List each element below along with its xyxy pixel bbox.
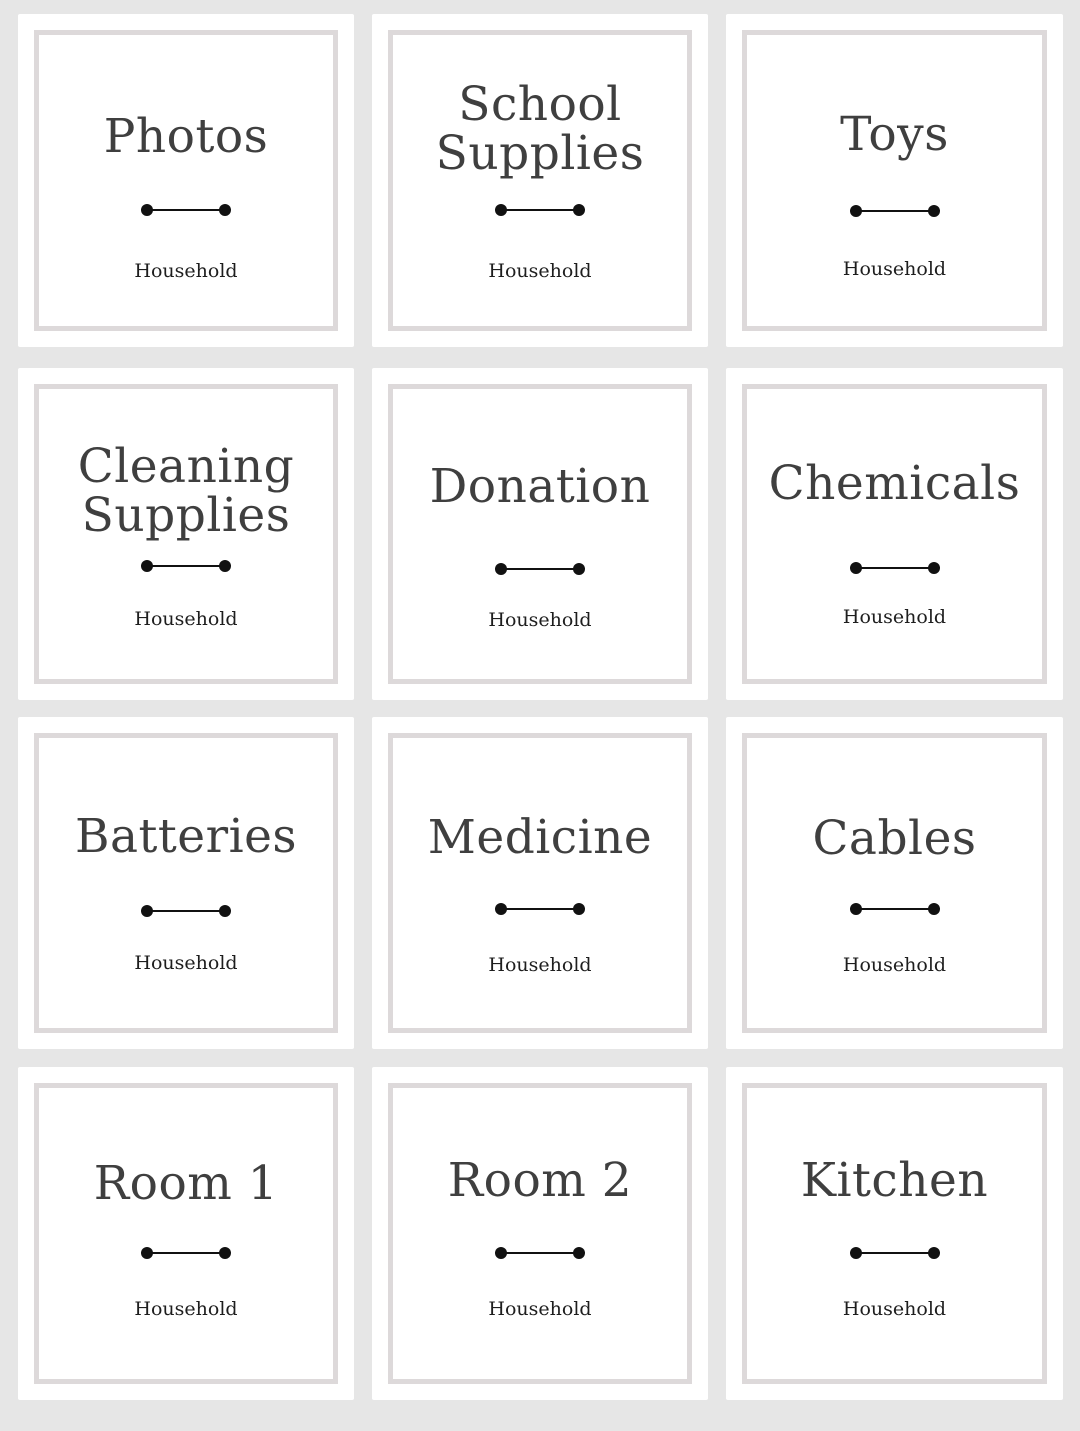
divider-dots-icon	[495, 203, 585, 217]
label-frame	[388, 1083, 692, 1384]
divider-dots-icon	[850, 561, 940, 575]
label-frame	[742, 30, 1047, 331]
label-card-cables	[726, 717, 1063, 1049]
label-card-donation	[372, 368, 708, 700]
label-subtitle: Household	[134, 952, 238, 974]
label-card-room-1	[18, 1067, 354, 1400]
divider-dots-icon	[141, 559, 231, 573]
label-title: Room 2	[447, 1153, 633, 1208]
label-card-school-supplies	[372, 14, 708, 347]
label-title: Donation	[429, 459, 651, 514]
label-card-cleaning-supplies	[18, 368, 354, 700]
label-subtitle: Household	[488, 609, 592, 631]
label-subtitle: Household	[488, 260, 592, 282]
label-card-kitchen	[726, 1067, 1063, 1400]
label-card-photos	[18, 14, 354, 347]
label-title: School Supplies	[435, 77, 645, 181]
divider-dots-icon	[495, 902, 585, 916]
label-title: Cables	[812, 811, 977, 866]
label-title: Batteries	[74, 809, 298, 864]
divider-dots-icon	[850, 204, 940, 218]
divider-dots-icon	[495, 562, 585, 576]
label-subtitle: Household	[842, 954, 947, 976]
label-title: Medicine	[427, 810, 653, 865]
label-frame	[742, 733, 1047, 1033]
label-card-room-2	[372, 1067, 708, 1400]
label-frame	[388, 384, 692, 684]
label-title: Room 1	[93, 1156, 279, 1211]
divider-dots-icon	[141, 1246, 231, 1260]
label-subtitle: Household	[842, 1298, 947, 1320]
label-frame	[742, 1083, 1047, 1384]
label-title: Kitchen	[800, 1153, 989, 1208]
divider-dots-icon	[850, 902, 940, 916]
label-title: Toys	[840, 107, 949, 162]
label-title: Chemicals	[768, 456, 1021, 511]
label-subtitle: Household	[134, 260, 238, 282]
label-card-batteries	[18, 717, 354, 1049]
label-frame	[742, 384, 1047, 684]
label-frame	[34, 30, 338, 331]
label-subtitle: Household	[488, 1298, 592, 1320]
label-subtitle: Household	[134, 1298, 238, 1320]
divider-dots-icon	[850, 1246, 940, 1260]
label-frame	[34, 1083, 338, 1384]
label-frame	[34, 733, 338, 1033]
label-title: Cleaning Supplies	[77, 439, 295, 543]
label-title: Photos	[103, 109, 269, 164]
label-card-medicine	[372, 717, 708, 1049]
label-card-toys	[726, 14, 1063, 347]
divider-dots-icon	[141, 904, 231, 918]
label-subtitle: Household	[842, 606, 947, 628]
label-subtitle: Household	[842, 258, 947, 280]
label-card-chemicals	[726, 368, 1063, 700]
label-subtitle: Household	[488, 954, 592, 976]
label-subtitle: Household	[134, 608, 238, 630]
label-frame	[388, 733, 692, 1033]
divider-dots-icon	[495, 1246, 585, 1260]
divider-dots-icon	[141, 203, 231, 217]
